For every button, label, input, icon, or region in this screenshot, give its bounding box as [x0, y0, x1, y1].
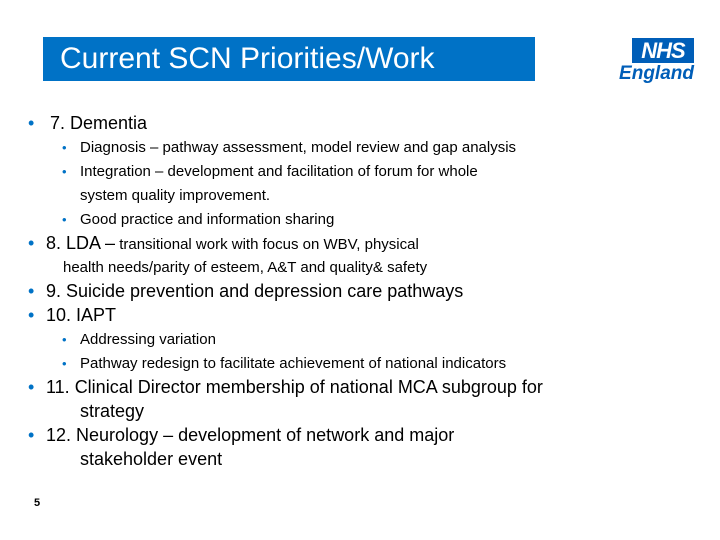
item-clinical-director: 11. Clinical Director membership of national MCA subgroup for [46, 377, 543, 397]
sub-bullet: • [62, 356, 67, 371]
item-neurology: 12. Neurology – development of network and major [46, 425, 455, 445]
sub-bullet: • [62, 140, 67, 155]
dementia-sub-integration: Integration – development and facilitation of forum for whole [80, 163, 478, 180]
bullet: • [28, 425, 35, 445]
item-lda-cont: health needs/parity of esteem, A&T and quality& safety [63, 259, 428, 276]
dementia-sub-diagnosis: Diagnosis – pathway assessment, model review and gap analysis [80, 139, 517, 156]
dementia-sub-integration-cont: system quality improvement. [80, 187, 271, 204]
item-dementia: 7. Dementia [50, 113, 148, 133]
item-lda-head: 8. LDA – [46, 233, 116, 253]
slide-title: Current SCN Priorities/Work [43, 37, 535, 81]
iapt-sub-variation: Addressing variation [80, 331, 216, 348]
page-number: 5 [34, 497, 41, 509]
sub-bullet: • [62, 164, 67, 179]
item-iapt: 10. IAPT [46, 305, 117, 325]
item-suicide-prevention: 9. Suicide prevention and depression care pathways [46, 281, 464, 301]
item-neurology-cont: stakeholder event [80, 449, 223, 469]
sub-bullet: • [62, 212, 67, 227]
bullet: • [28, 233, 35, 253]
bullet: • [28, 281, 35, 301]
dementia-sub-good-practice: Good practice and information sharing [80, 211, 335, 228]
sub-bullet: • [62, 332, 67, 347]
england-logo-text: England [619, 63, 694, 84]
bullet: • [28, 377, 35, 397]
bullet: • [28, 305, 35, 325]
iapt-sub-pathway-redesign: Pathway redesign to facilitate achievement of national indicators [80, 355, 507, 372]
bullet: • [28, 113, 35, 133]
item-clinical-director-cont: strategy [80, 401, 145, 421]
nhs-logo-box: NHS [632, 38, 694, 63]
item-lda-rest: transitional work with focus on WBV, physical [115, 236, 419, 253]
item-lda [46, 233, 419, 254]
